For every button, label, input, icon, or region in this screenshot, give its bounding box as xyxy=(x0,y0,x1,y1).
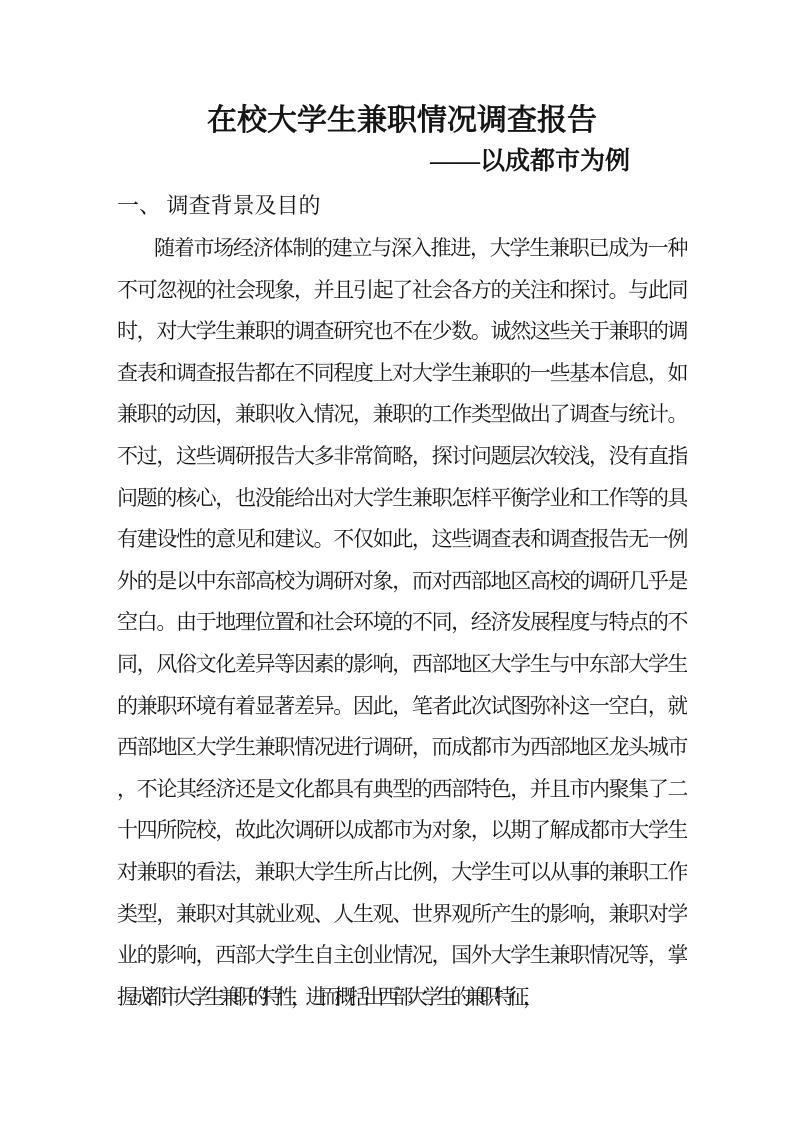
paragraph-line: 握成都市大学生兼职的特性，进而概括出西部大学生的兼职特征， xyxy=(117,984,538,1009)
document-title: 在校大学生兼职情况调查报告 xyxy=(207,104,597,137)
document-subtitle: ——以成都市为例 xyxy=(429,148,630,175)
paragraph-line: 类型，兼职对其就业观、人生观、世界观所产生的影响，兼职对学 xyxy=(117,901,687,926)
paragraph-line: 问题的核心，也没能给出对大学生兼职怎样平衡学业和工作等的具 xyxy=(117,485,687,510)
paragraph-line: 外的是以中东部高校为调研对象，而对西部地区高校的调研几乎是 xyxy=(117,568,687,593)
paragraph-line: 西部地区大学生兼职情况进行调研，而成都市为西部地区龙头城市 xyxy=(117,735,687,760)
paragraph-line: 的兼职环境有着显著差异。因此，笔者此次试图弥补这一空白，就 xyxy=(117,693,687,718)
paragraph-line: ，不论其经济还是文化都具有典型的西部特色，并且市内聚集了二 xyxy=(117,776,687,801)
body-paragraph xyxy=(117,228,687,1018)
paragraph-line: 有建设性的意见和建议。不仅如此，这些调查表和调查报告无一例 xyxy=(117,527,687,552)
paragraph-line: 随着市场经济体制的建立与深入推进，大学生兼职已成为一种 xyxy=(154,236,687,260)
paragraph-line: 空白。由于地理位置和社会环境的不同，经济发展程度与特点的不 xyxy=(117,610,687,635)
paragraph-line: 查表和调查报告都在不同程度上对大学生兼职的一些基本信息，如 xyxy=(117,360,687,385)
paragraph-line: 不可忽视的社会现象，并且引起了社会各方的关注和探讨。与此同 xyxy=(117,277,687,302)
paragraph-line: 业的影响，西部大学生自主创业情况，国外大学生兼职情况等，掌 xyxy=(117,943,687,968)
text-column xyxy=(117,0,687,1018)
paragraph-line: 对兼职的看法，兼职大学生所占比例，大学生可以从事的兼职工作 xyxy=(117,859,687,884)
paragraph-line: 时，对大学生兼职的调查研究也不在少数。诚然这些关于兼职的调 xyxy=(117,319,687,344)
paragraph-line: 不过，这些调研报告大多非常简略，探讨问题层次较浅，没有直指 xyxy=(117,443,687,468)
paragraph-line: 十四所院校，故此次调研以成都市为对象，以期了解成都市大学生 xyxy=(117,818,687,843)
paragraph-line: 同，风俗文化差异等因素的影响，西部地区大学生与中东部大学生 xyxy=(117,651,687,676)
section-heading: 一、 调查背景及目的 xyxy=(117,193,321,218)
paragraph-line: 兼职的动因，兼职收入情况，兼职的工作类型做出了调查与统计。 xyxy=(117,402,687,427)
